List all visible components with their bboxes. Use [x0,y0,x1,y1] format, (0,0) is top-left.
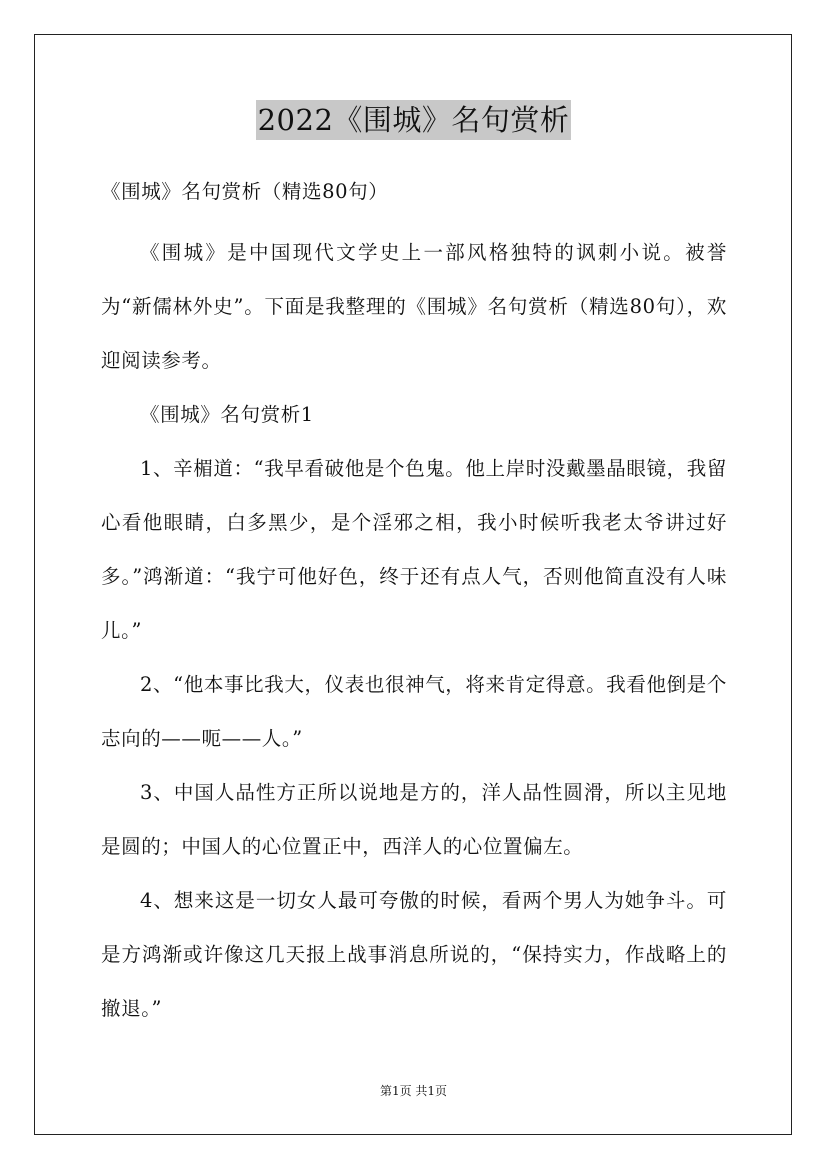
document-body [101,172,727,1036]
quote-paragraph-3: 3、中国人品性方正所以说地是方的，洋人品性圆滑，所以主见地是圆的；中国人的心位置正中，西洋人的心位置偏左。 [101,781,727,858]
quote-paragraph-4: 4、想来这是一切女人最可夸傲的时候，看两个男人为她争斗。可是方鸿渐或许像这几天报上战事消息所说的，“保持实力，作战略上的撤退。” [101,889,727,1020]
intro-paragraph: 《围城》是中国现代文学史上一部风格独特的讽刺小说。被誉为“新儒林外史”。下面是我整理的《围城》名句赏析（精选80句），欢迎阅读参考。 [101,241,727,372]
page-footer: 第1页 共1页 [379,1084,448,1098]
section-heading: 《围城》名句赏析1 [140,403,314,426]
title-container [0,100,827,140]
document-subtitle: 《围城》名句赏析（精选80句） [101,180,389,203]
document-title: 2022《围城》名句赏析 [256,100,572,140]
quote-paragraph-1: 1、辛楣道：“我早看破他是个色鬼。他上岸时没戴墨晶眼镜，我留心看他眼睛，白多黑少，是个淫邪之相，我小时候听我老太爷讲过好多。”鸿渐道：“我宁可他好色，终于还有点人气，否则他简直没有人味儿。” [101,457,727,642]
quote-paragraph-2: 2、“他本事比我大，仪表也很神气，将来肯定得意。我看他倒是个志向的——呃——人。” [101,673,727,750]
